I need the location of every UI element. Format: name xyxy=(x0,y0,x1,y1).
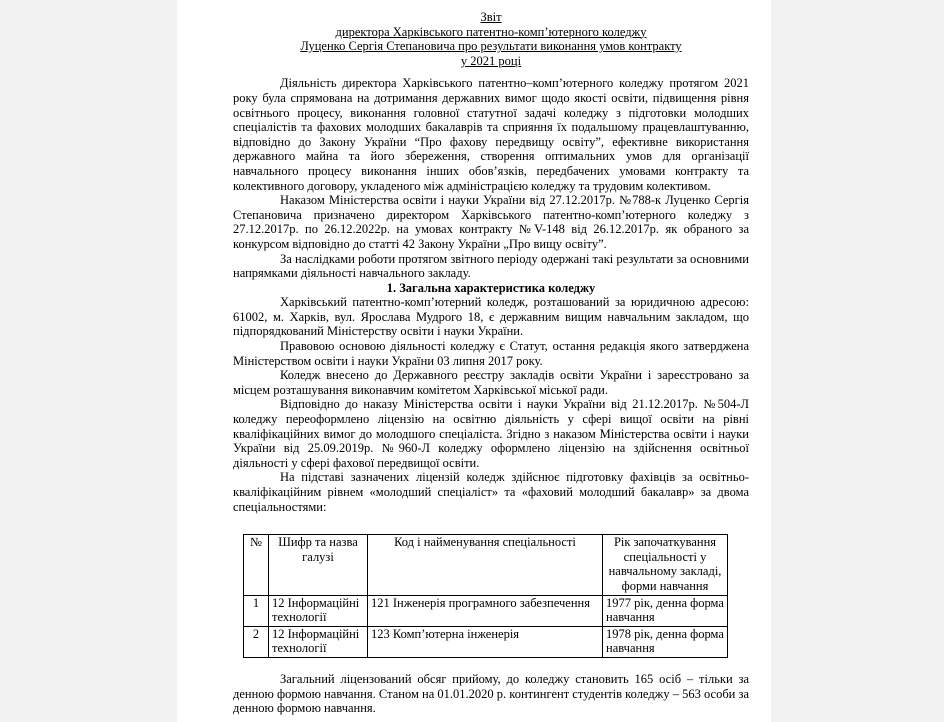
paragraph-section1-2: Правовою основою діяльності коледжу є Статут, остання редакція якого затверджена Міністерством освіти і науки України 03 липня 2017 року. xyxy=(233,339,749,368)
paragraph-section1-5: На підставі зазначених ліцензій коледж здійснює підготовку фахівців за освітньо-кваліфікаційним рівнем «молодший спеціаліст» та «фаховий молодший бакалавр» за двома спеціальностями: xyxy=(233,470,749,514)
title-line xyxy=(233,39,749,54)
title-line-text: Звіт xyxy=(480,10,502,24)
cell-branch: 12 Інформаційні технології xyxy=(269,626,368,657)
cell-number: 2 xyxy=(244,626,269,657)
paragraph-section1-4: Відповідно до наказу Міністерства освіти і науки України від 21.12.2017р. №504-Л коледжу переоформлено ліцензію на освітню діяльність у сфері вищої освіти на рівні кваліфікаційних вимог до молодшого спеціаліста. Згідно з наказом Міністерства освіти і науки України від 25.09.2019р. №960-Л коледжу оформлено ліцензію на здійснення освітньої діяльності у сфері фахової передвищої освіти. xyxy=(233,397,749,470)
table-row xyxy=(244,595,728,626)
cell-specialty: 121 Інженерія програмного забезпечення xyxy=(368,595,603,626)
cell-branch: 12 Інформаційні технології xyxy=(269,595,368,626)
paragraph-section1-1: Харківський патентно-комп’ютерний коледж, розташований за юридичною адресою: 61002, м. Харків, вул. Ярослава Мудрого 18, є державним вищим навчальним закладом, що підпорядкований Міністерству освіти і науки України. xyxy=(233,295,749,339)
cell-year: 1977 рік, денна форма навчання xyxy=(603,595,728,626)
title-line xyxy=(233,10,749,25)
title-line-text: у 2021 році xyxy=(460,53,522,68)
paragraph-intro-2: Наказом Міністерства освіти і науки України від 27.12.2017р. №788-к Луценко Сергія Степановича призначено директором Харківського патентно-комп’ютерного коледжу з 27.12.2017р. по 26.12.2022р. на умовах контракту №V-148 від 26.12.2017р. як обраного за конкурсом відповідно до статті 42 Закону України „Про вищу освіту”. xyxy=(233,193,749,251)
title-line xyxy=(233,25,749,40)
table-header-year: Рік започаткування спеціальності у навчальному закладі, форми навчання xyxy=(603,535,728,595)
table-header-row xyxy=(244,535,728,595)
paragraph-section1-3: Коледж внесено до Державного реєстру закладів освіти України і зареєстровано за місцем розташування виконавчим комітетом Харківської міської ради. xyxy=(233,368,749,397)
paragraph-closing: Загальний ліцензований обсяг прийому, до коледжу становить 165 осіб – тільки за денною формою навчання. Станом на 01.01.2020 р. контингент студентів коледжу – 563 особи за денною формою навчання. xyxy=(233,671,749,716)
title-line xyxy=(233,54,749,69)
table-header-specialty: Код і найменування спеціальності xyxy=(368,535,603,595)
cell-specialty: 123 Комп’ютерна інженерія xyxy=(368,626,603,657)
cell-year: 1978 рік, денна форма навчання xyxy=(603,626,728,657)
cell-number: 1 xyxy=(244,595,269,626)
specialties-table xyxy=(243,534,728,658)
table-header-number: № xyxy=(244,535,269,595)
paragraph-intro-3: За наслідками роботи протягом звітного періоду одержані такі результати за основними напрямками діяльності навчального закладу. xyxy=(233,251,749,281)
document-title xyxy=(233,10,749,68)
title-line-text: Луценко Сергія Степановича про результати виконання умов контракту xyxy=(300,39,682,54)
table-header-branch: Шифр та назва галузі xyxy=(269,535,368,595)
table-row xyxy=(244,626,728,657)
section-heading: 1. Загальна характеристика коледжу xyxy=(386,280,596,295)
document-page xyxy=(177,0,771,722)
title-line-text: директора Харківського патентно-комп’ютерного коледжу xyxy=(335,24,647,39)
paragraph-intro-1: Діяльність директора Харківського патентно–комп’ютерного коледжу протягом 2021 року була спрямована на дотримання державних вимог щодо якості освіти, підвищення рівня освітнього процесу, виконання головної статутної задачі коледжу з підготовки молодших спеціалістів та фахових молодших бакалаврів та сприяння їх подальшому працевлаштуванню, відповідно до Закону України “Про фахову передвищу освіту”, ефективне використання державного майна та його збереження, створення оптимальних умов для організації навчального процесу виконання інших обов’язків, передбачених умовами контракту та колективного договору, укладеного між адміністрацією коледжу та трудовим колективом. xyxy=(233,76,749,193)
